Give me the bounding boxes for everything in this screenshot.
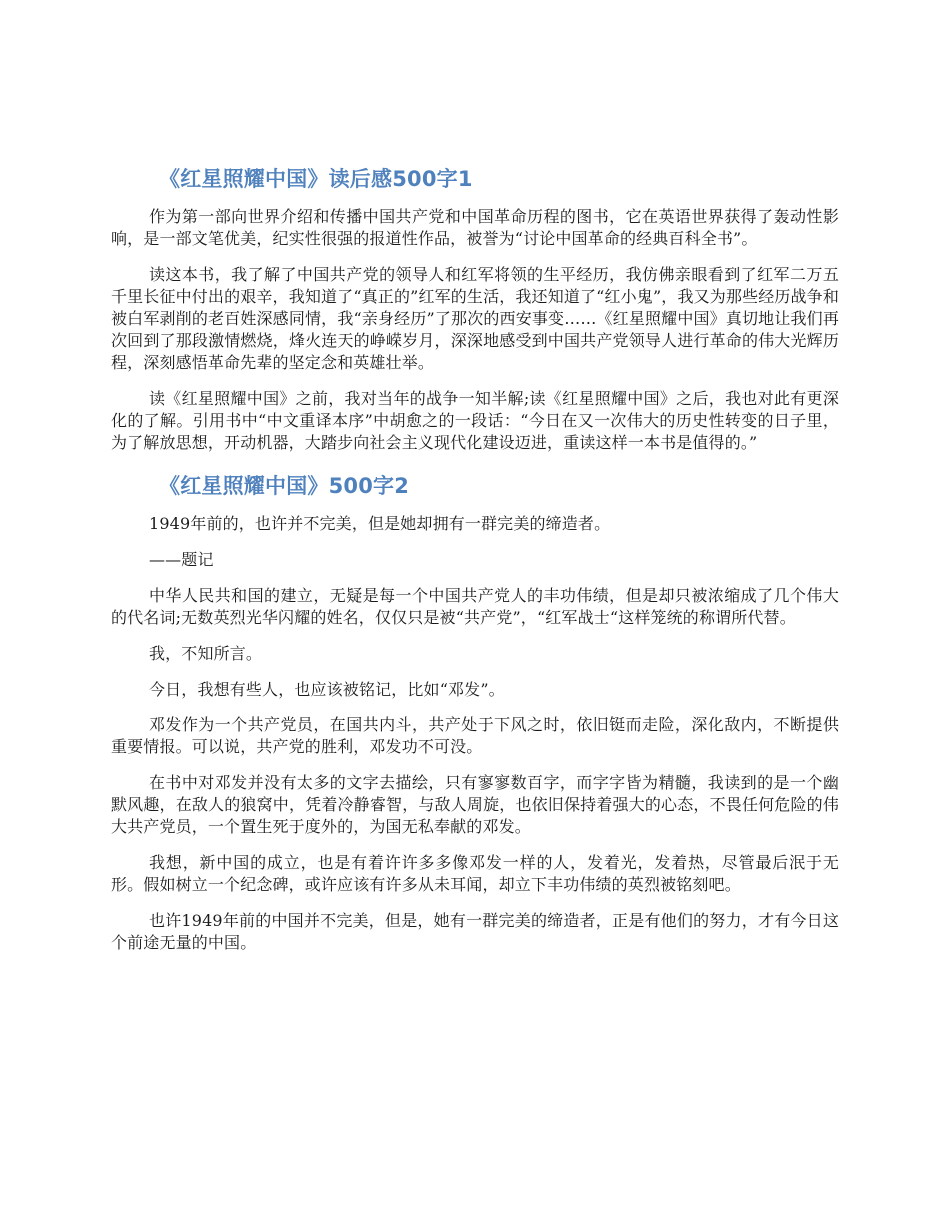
- section-2-paragraph-6: 邓发作为一个共产党员，在国共内斗，共产处于下风之时，依旧铤而走险，深化敌内，不断提供重要情报。可以说，共产党的胜利，邓发功不可没。: [111, 715, 839, 757]
- section-1-paragraph-1: 作为第一部向世界介绍和传播中国共产党和中国革命历程的图书，它在英语世界获得了轰动性影响，是一部文笔优美，纪实性很强的报道性作品，被誉为“讨论中国革命的经典百科全书”。: [111, 207, 839, 248]
- section-2-paragraph-8: 我想，新中国的成立，也是有着许许多多像邓发一样的人，发着光，发着热，尽管最后泯于无形。假如树立一个纪念碑，或许应该有许多从未耳闻，却立下丰功伟绩的英烈被铭刻吧。: [111, 852, 839, 894]
- section-2-paragraph-4: 我，不知所言。: [149, 643, 263, 663]
- section-2-heading: 《红星照耀中国》500字2: [159, 474, 410, 499]
- document-body: [111, 160, 839, 968]
- section-2-paragraph-1: 1949年前的，也许并不完美，但是她却拥有一群完美的缔造者。: [149, 514, 611, 534]
- section-2-paragraph-9: 也许1949年前的中国并不完美，但是，她有一群完美的缔造者，正是有他们的努力，才有今日这个前途无量的中国。: [111, 910, 839, 952]
- section-1-paragraph-2: 读这本书，我了解了中国共产党的领导人和红军将领的生平经历，我仿佛亲眼看到了红军二万五千里长征中付出的艰辛，我知道了“真正的”红军的生活，我还知道了“红小鬼”，我又为那些经历战争和被白军剥削的老百姓深感同情，我“亲身经历”了那次的西安事变……《红星照耀中国》真切地让我们再次回到了那段激情燃烧，烽火连天的峥嵘岁月，深深地感受到中国共产党领导人进行革命的伟大光辉历程，深刻感悟革命先辈的坚定念和英雄壮举。: [111, 264, 839, 372]
- section-2-epigraph: ——题记: [149, 550, 214, 570]
- section-1-heading: 《红星照耀中国》读后感500字1: [159, 167, 473, 191]
- section-2-paragraph-3: 中华人民共和国的建立，无疑是每一个中国共产党人的丰功伟绩，但是却只被浓缩成了几个伟大的代名词;无数英烈光华闪耀的姓名，仅仅只是被“共产党”，“红军战士“这样笼统的称谓所代替。: [111, 585, 839, 627]
- section-1-paragraph-3: 读《红星照耀中国》之前，我对当年的战争一知半解;读《红星照耀中国》之后，我也对此有更深化的了解。引用书中“中文重译本序”中胡愈之的一段话：“今日在又一次伟大的历史性转变的日子里，为了解放思想，开动机器，大踏步向社会主义现代化建设迈进，重读这样一本书是值得的。”: [111, 388, 839, 452]
- section-2-paragraph-7: 在书中对邓发并没有太多的文字去描绘，只有寥寥数百字，而字字皆为精髓，我读到的是一个幽默风趣，在敌人的狼窝中，凭着冷静睿智，与敌人周旋，也依旧保持着强大的心态，不畏任何危险的伟大共产党员，一个置生死于度外的，为国无私奉献的邓发。: [111, 773, 839, 837]
- section-2-paragraph-5: 今日，我想有些人，也应该被铭记，比如“邓发”。: [149, 679, 505, 699]
